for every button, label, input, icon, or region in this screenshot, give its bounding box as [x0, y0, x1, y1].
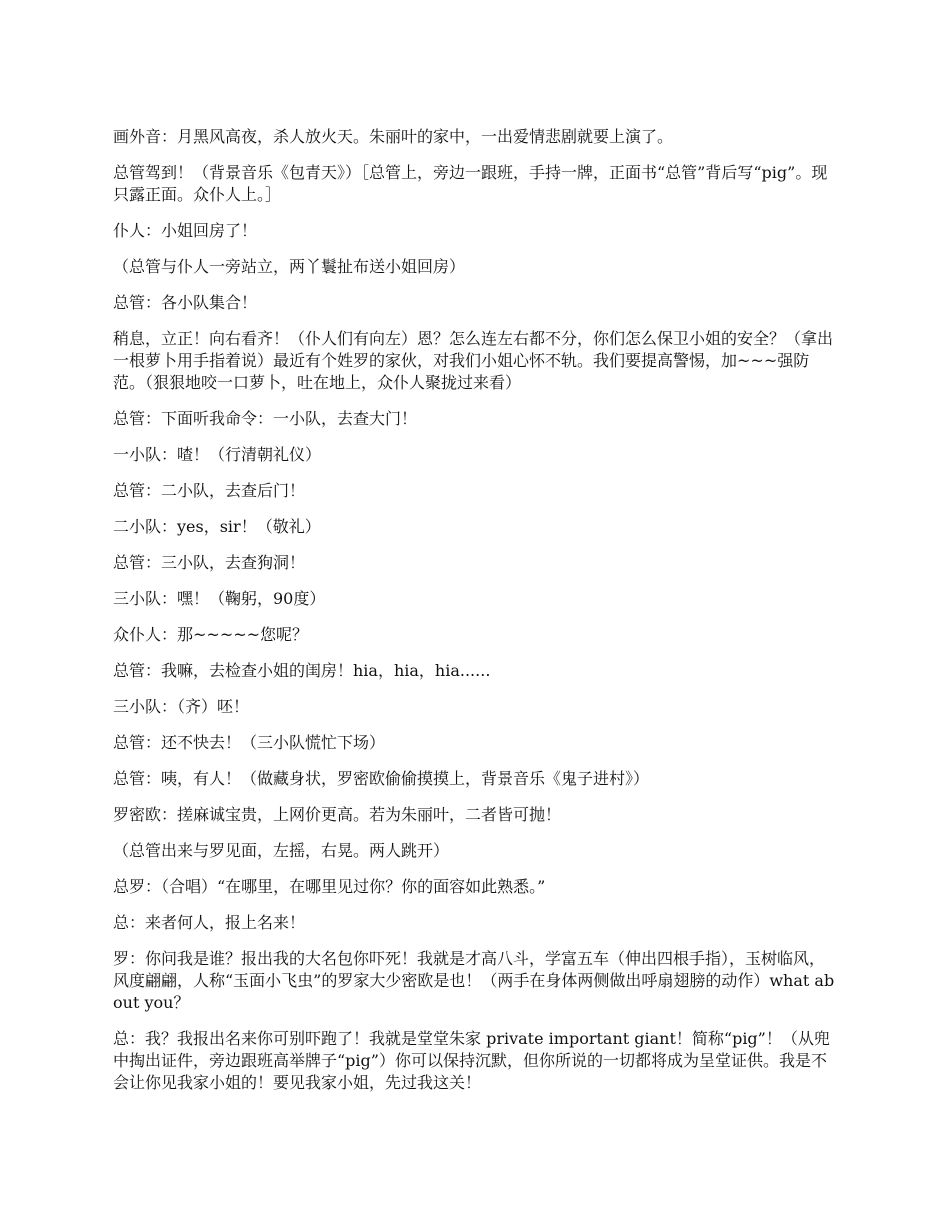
paragraph-romeo-verse: 罗密欧：搓麻诚宝贵，上网价更高。若为朱丽叶，二者皆可抛！	[113, 805, 562, 824]
paragraph-meeting-direction: （总管出来与罗见面，左摇，右晃。两人跳开）	[113, 841, 450, 860]
paragraph-stage-direction: （总管与仆人一旁站立，两丫鬟扯布送小姐回房）	[113, 257, 466, 276]
paragraph-squad-three: 三小队：嘿！（鞠躬，90度）	[113, 589, 326, 608]
paragraph-steward-hurry: 总管：还不快去！（三小队慌忙下场）	[113, 733, 386, 752]
paragraph-steward-squad-two: 总管：二小队，去查后门！	[113, 481, 306, 500]
paragraph-steward-command: 总管：下面听我命令：一小队，去查大门！	[113, 409, 418, 428]
paragraph-steward-intro: 总：我？我报出名来你可别吓跑了！我就是堂堂朱家 private important giant！简称“pig”！（从兜中掏出证件，旁边跟班高举牌子“pig”）你可以保持沉默，但你所说的一切都将成为呈堂证供。我是不会让你见我家小姐的！要见我家小姐，先过我这关！	[113, 1029, 830, 1092]
paragraph-servant-line: 仆人：小姐回房了！	[113, 221, 258, 240]
paragraph-duet: 总罗：（合唱）“在哪里，在哪里见过你？你的面容如此熟悉。”	[113, 877, 546, 896]
document-body	[113, 126, 840, 1108]
paragraph-steward-squad-three: 总管：三小队，去查狗洞！	[113, 553, 306, 572]
paragraph-servants-ask: 众仆人：那~~~~~您呢？	[113, 625, 309, 644]
paragraph-steward-assemble: 总管：各小队集合！	[113, 293, 258, 312]
paragraph-narrator-intro: 画外音：月黑风高夜，杀人放火天。朱丽叶的家中，一出爱情悲剧就要上演了。	[113, 127, 674, 146]
paragraph-steward-hides: 总管：咦，有人！（做藏身状，罗密欧偷偷摸摸上，背景音乐《鬼子进村》）	[113, 769, 650, 788]
paragraph-squad-three-spit: 三小队：（齐）呸！	[113, 697, 250, 716]
paragraph-squad-one: 一小队：喳！（行清朝礼仪）	[113, 445, 322, 464]
paragraph-steward-challenge: 总：来者何人，报上名来！	[113, 913, 306, 932]
paragraph-steward-drill: 稍息，立正！向右看齐！（仆人们有向左）恩？怎么连左右都不分，你们怎么保卫小姐的安全？（拿出一根萝卜用手指着说）最近有个姓罗的家伙，对我们小姐心怀不轨。我们要提高警惕，加~~~强防范。（狠狠地咬一口萝卜，吐在地上，众仆人聚拢过来看）	[113, 329, 834, 392]
paragraph-steward-answer: 总管：我嘛，去检查小姐的闺房！hia，hia，hia......	[113, 661, 491, 680]
paragraph-romeo-intro: 罗：你问我是谁？报出我的大名包你吓死！我就是才高八斗，学富五车（伸出四根手指），玉树临风，风度翩翩，人称“玉面小飞虫”的罗家大少密欧是也！（两手在身体两侧做出呼扇翅膀的动作）what about you？	[113, 949, 835, 1012]
paragraph-steward-arrives: 总管驾到！（背景音乐《包青天》）［总管上，旁边一跟班，手持一牌，正面书“总管”背后写“pig”。现只露正面。众仆人上。］	[113, 163, 828, 204]
paragraph-squad-two: 二小队：yes，sir！（敬礼）	[113, 517, 321, 536]
